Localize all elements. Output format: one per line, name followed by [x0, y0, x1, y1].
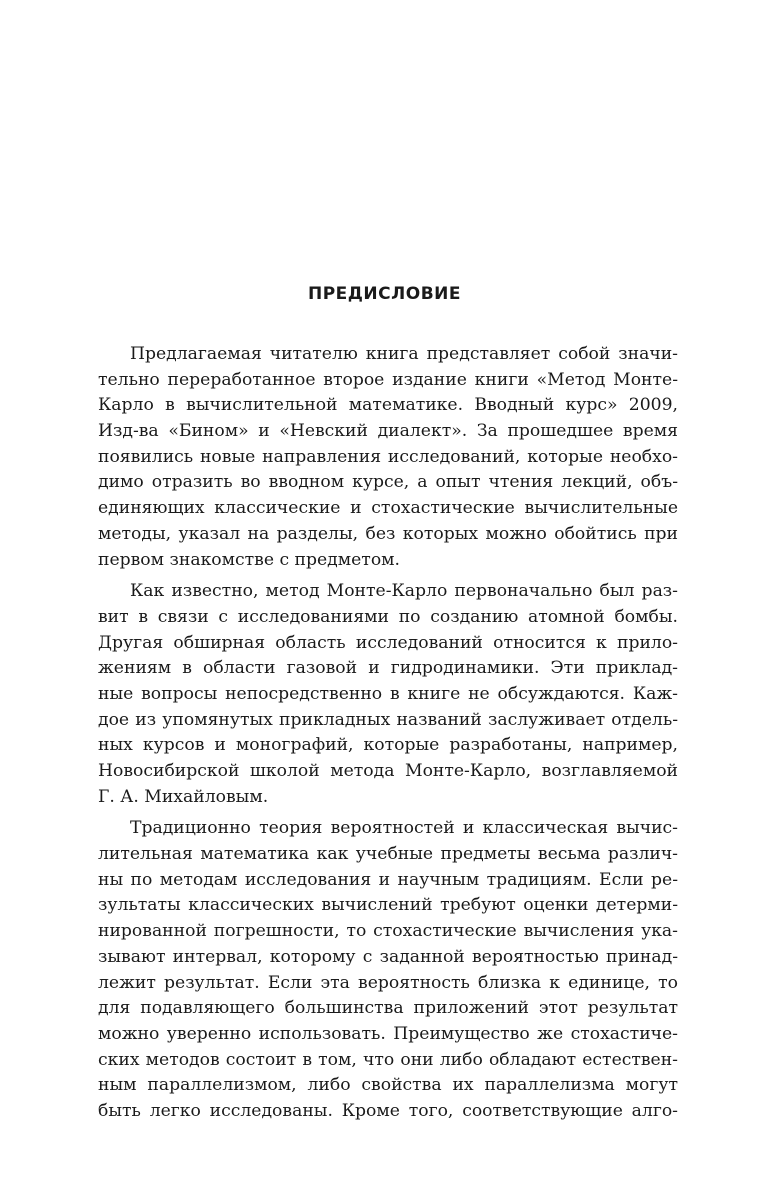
text-line: первом знакомстве с предметом. [98, 549, 400, 570]
text-line: Традиционно теория вероятностей и классическая вычис- [130, 818, 678, 839]
text-line: вит в связи с исследованиями по созданию атомной бомбы. [98, 606, 678, 627]
text-line: Предлагаемая читателю книга представляет собой значи- [130, 344, 678, 364]
text-line: ные вопросы непосредственно в книге не обсуждаются. Каж- [98, 683, 678, 704]
text-line: Изд-ва «Бином» и «Невский диалект». За прошедшее время [98, 421, 678, 442]
text-line: Г. А. Михайловым. [98, 786, 269, 807]
text-line: можно уверенно использовать. Преимущество же стохастиче- [98, 1023, 678, 1044]
page-title: ПРЕДИСЛОВИЕ [307, 284, 461, 304]
text-line: для подавляющего большинства приложений этот результат [98, 998, 678, 1019]
text-line: Карло в вычислительной математике. Вводный курс» 2009, [98, 395, 678, 416]
text-line: тельно переработанное второе издание книги «Метод Монте- [98, 369, 678, 390]
text-line: методы, указал на разделы, без которых можно обойтись при [98, 523, 678, 544]
text-line: быть легко исследованы. Кроме того, соответствующие алго- [98, 1100, 678, 1121]
text-line: зультаты классических вычислений требуют оценки детерми- [98, 895, 678, 916]
text-line: Новосибирской школой метода Монте-Карло, возглавляемой [98, 761, 678, 781]
text-line: Как известно, метод Монте-Карло первоначально был раз- [130, 581, 678, 602]
body-text [98, 342, 678, 1131]
text-line: зывают интервал, которому с заданной вероятностью принад- [98, 946, 678, 967]
text-line: дое из упомянутых прикладных названий заслуживает отдель- [98, 709, 678, 730]
paragraph-3 [98, 816, 678, 1124]
text-line: единяющих классические и стохастические вычислительные [98, 498, 678, 519]
text-line: димо отразить во вводном курсе, а опыт чтения лекций, объ- [98, 472, 678, 493]
text-line: жениям в области газовой и гидродинамики. Эти приклад- [98, 658, 678, 679]
text-line: ских методов состоит в том, что они либо обладают естествен- [98, 1049, 678, 1070]
text-line: лежит результат. Если эта вероятность близка к единице, то [98, 972, 678, 993]
text-line: нированной погрешности, то стохастические вычисления ука- [98, 921, 678, 942]
text-line: ны по методам исследования и научным традициям. Если ре- [98, 869, 678, 890]
text-line: ных курсов и монографий, которые разработаны, например, [98, 735, 678, 756]
paragraph-2 [98, 579, 678, 810]
paragraph-1 [98, 342, 678, 573]
text-line: Другая обширная область исследований относится к прило- [98, 632, 678, 653]
text-line: лительная математика как учебные предметы весьма различ- [98, 844, 678, 865]
text-line: ным параллелизмом, либо свойства их параллелизма могут [98, 1075, 678, 1096]
text-line: появились новые направления исследований, которые необхо- [98, 446, 678, 467]
